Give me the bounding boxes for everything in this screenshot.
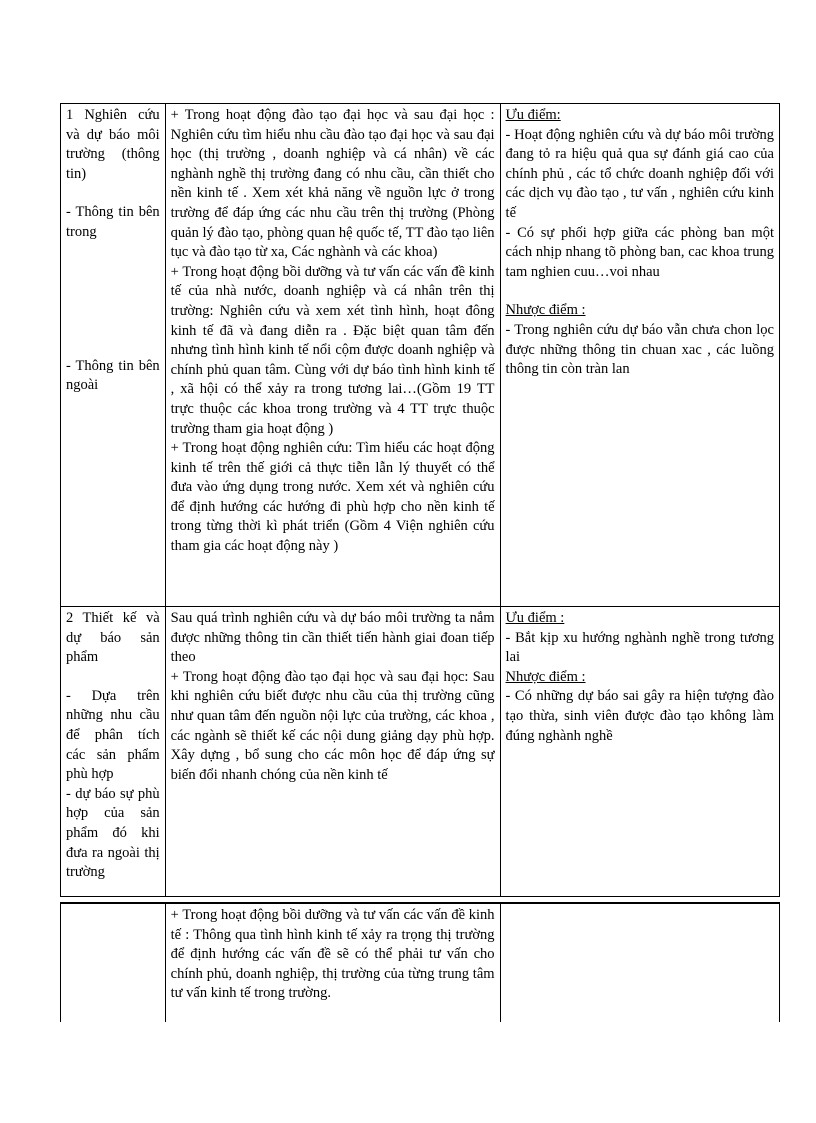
stage-subitem: - Dựa trên những nhu cầu để phân tích các sản phẩm phù hợp [66,687,160,783]
advantages-label: Ưu điểm: [505,107,561,123]
table-cell-evaluation [500,607,779,897]
table-cell-activities [165,104,500,607]
table-cell-activities: + Trong hoạt động bồi dưỡng và tư vấn các vấn đề kinh tế : Thông qua tình hình kinh tế xảy ra trọng thị trường để định hướng các vấn đề sẽ có thể phải tư vấn cho chính phủ, doanh nghiệp, thị trường của từng trung tâm tư vấn kinh tế trong trường. [165,903,500,1022]
advantage-item: - Hoạt động nghiên cứu và dự báo môi trường đang tỏ ra hiệu quả qua sự đánh giá cao của chính phủ , các tổ chức doanh nghiệp đối với các dịch vụ đào tạo , tư vấn , nghiên cứu kinh tế [505,126,774,221]
table-cell-stage [61,903,166,1022]
continuation-table [60,902,780,1022]
table-cell-activities [165,607,500,897]
disadvantage-item: - Trong nghiên cứu dự báo vẫn chưa chon lọc được những thông tin chuan xac , các luồng thông tin còn tràn lan [505,321,774,378]
table-row [61,607,780,897]
content-table [60,103,780,897]
activity-paragraph: Sau quá trình nghiên cứu và dự báo môi trường ta nắm được những thông tin cần thiết tiến hành giai đoan tiếp theo [170,610,495,666]
activity-paragraph: + Trong hoạt động bồi dưỡng và tư vấn các vấn đề kinh tế của nhà nước, doanh nghiệp và cá nhân trên thị trường: Nghiên cứu và xem xét tình hình, hoạt đông kinh tế đã và đang diễn ra . Đặc biệt quan tâm đến nhưng tình hình kinh tế nổi cộm được doanh nghiệp và chính phủ quan tâm. Cùng với dự báo tình hình kinh tế , xã hội có thể xảy ra trong tương lai…(Gồm 19 TT trực thuộc các khoa trong trường và 4 TT trực thuộc trường tham gia hoạt động ) [170,263,495,437]
stage-subitem: - dự báo sự phù hợp của sản phẩm đó khi đưa ra ngoài thị trường [66,785,160,881]
disadvantages-label: Nhược điểm : [505,668,586,685]
advantages-label: Ưu điểm : [505,610,565,626]
stage-title: 1 Nghiên cứu và dự báo môi trường (thông tin) [66,107,160,182]
stage-subitem: - Thông tin bên trong [66,204,160,240]
table-cell-stage [61,104,166,607]
activity-paragraph: + Trong hoạt động đào tạo đại học và sau đại học: Sau khi nghiên cứu biết được nhu cầu của thị trường cũng như quan tâm đến nguồn nội lực của trường, các khoa , các ngành sẽ thiết kế các nội dung giảng dạy phù hợp. Xây dựng , bổ sung cho các môn học để đáp ứng sự biến đổi nhanh chóng của nền kinh tế [170,668,495,783]
advantage-item: - Bắt kịp xu hướng nghành nghề trong tương lai [505,629,774,666]
activity-paragraph: + Trong hoạt động đào tạo đại học và sau đại học : Nghiên cứu tìm hiểu nhu cầu đào tạo đại học và sau đại học (thị trường , doanh nghiệp và cá nhân) về các nghành nghề thị trường đang có nhu cầu, cần thiết cho nền kinh tế . Xem xét khả năng về nguồn lực ở trong trường để đáp ứng các nhu cầu trên thị trường (Phòng quản lý đào tạo, phòng quan hệ quốc tế, TT đào tạo liên tục và đào tạo từ xa, Các nghành và các khoa) [170,107,495,261]
table-row [61,903,780,1022]
table-cell-evaluation [500,903,779,1022]
stage-title: 2 Thiết kế và dự báo sản phẩm [66,610,160,666]
disadvantage-item: - Có những dự báo sai gây ra hiện tượng đào tạo thừa, sinh viên được đào tạo không làm đúng nghành nghề [505,688,774,744]
table-row [61,104,780,607]
activity-paragraph: + Trong hoạt động nghiên cứu: Tìm hiểu các hoạt động kinh tế trên thế giới cả thực tiễn lẫn lý thuyết có thể đưa vào ứng dụng trong nước. Xem xét và nghiên cứu để định hướng các hướng đi phù hợp cho nền kinh tế trong từng thời kì phát triển (Gồm 4 Viện nghiên cứu tham gia các hoạt động này ) [170,440,495,555]
advantage-item: - Có sự phối hợp giữa các phòng ban một cách nhịp nhang tõ phòng ban, cac khoa trung tam nghien cuu…voi nhau [505,224,774,280]
table-cell-evaluation [500,104,779,607]
stage-subitem: - Thông tin bên ngoài [66,357,160,394]
disadvantages-label: Nhược điểm : [505,302,586,319]
table-cell-stage [61,607,166,897]
